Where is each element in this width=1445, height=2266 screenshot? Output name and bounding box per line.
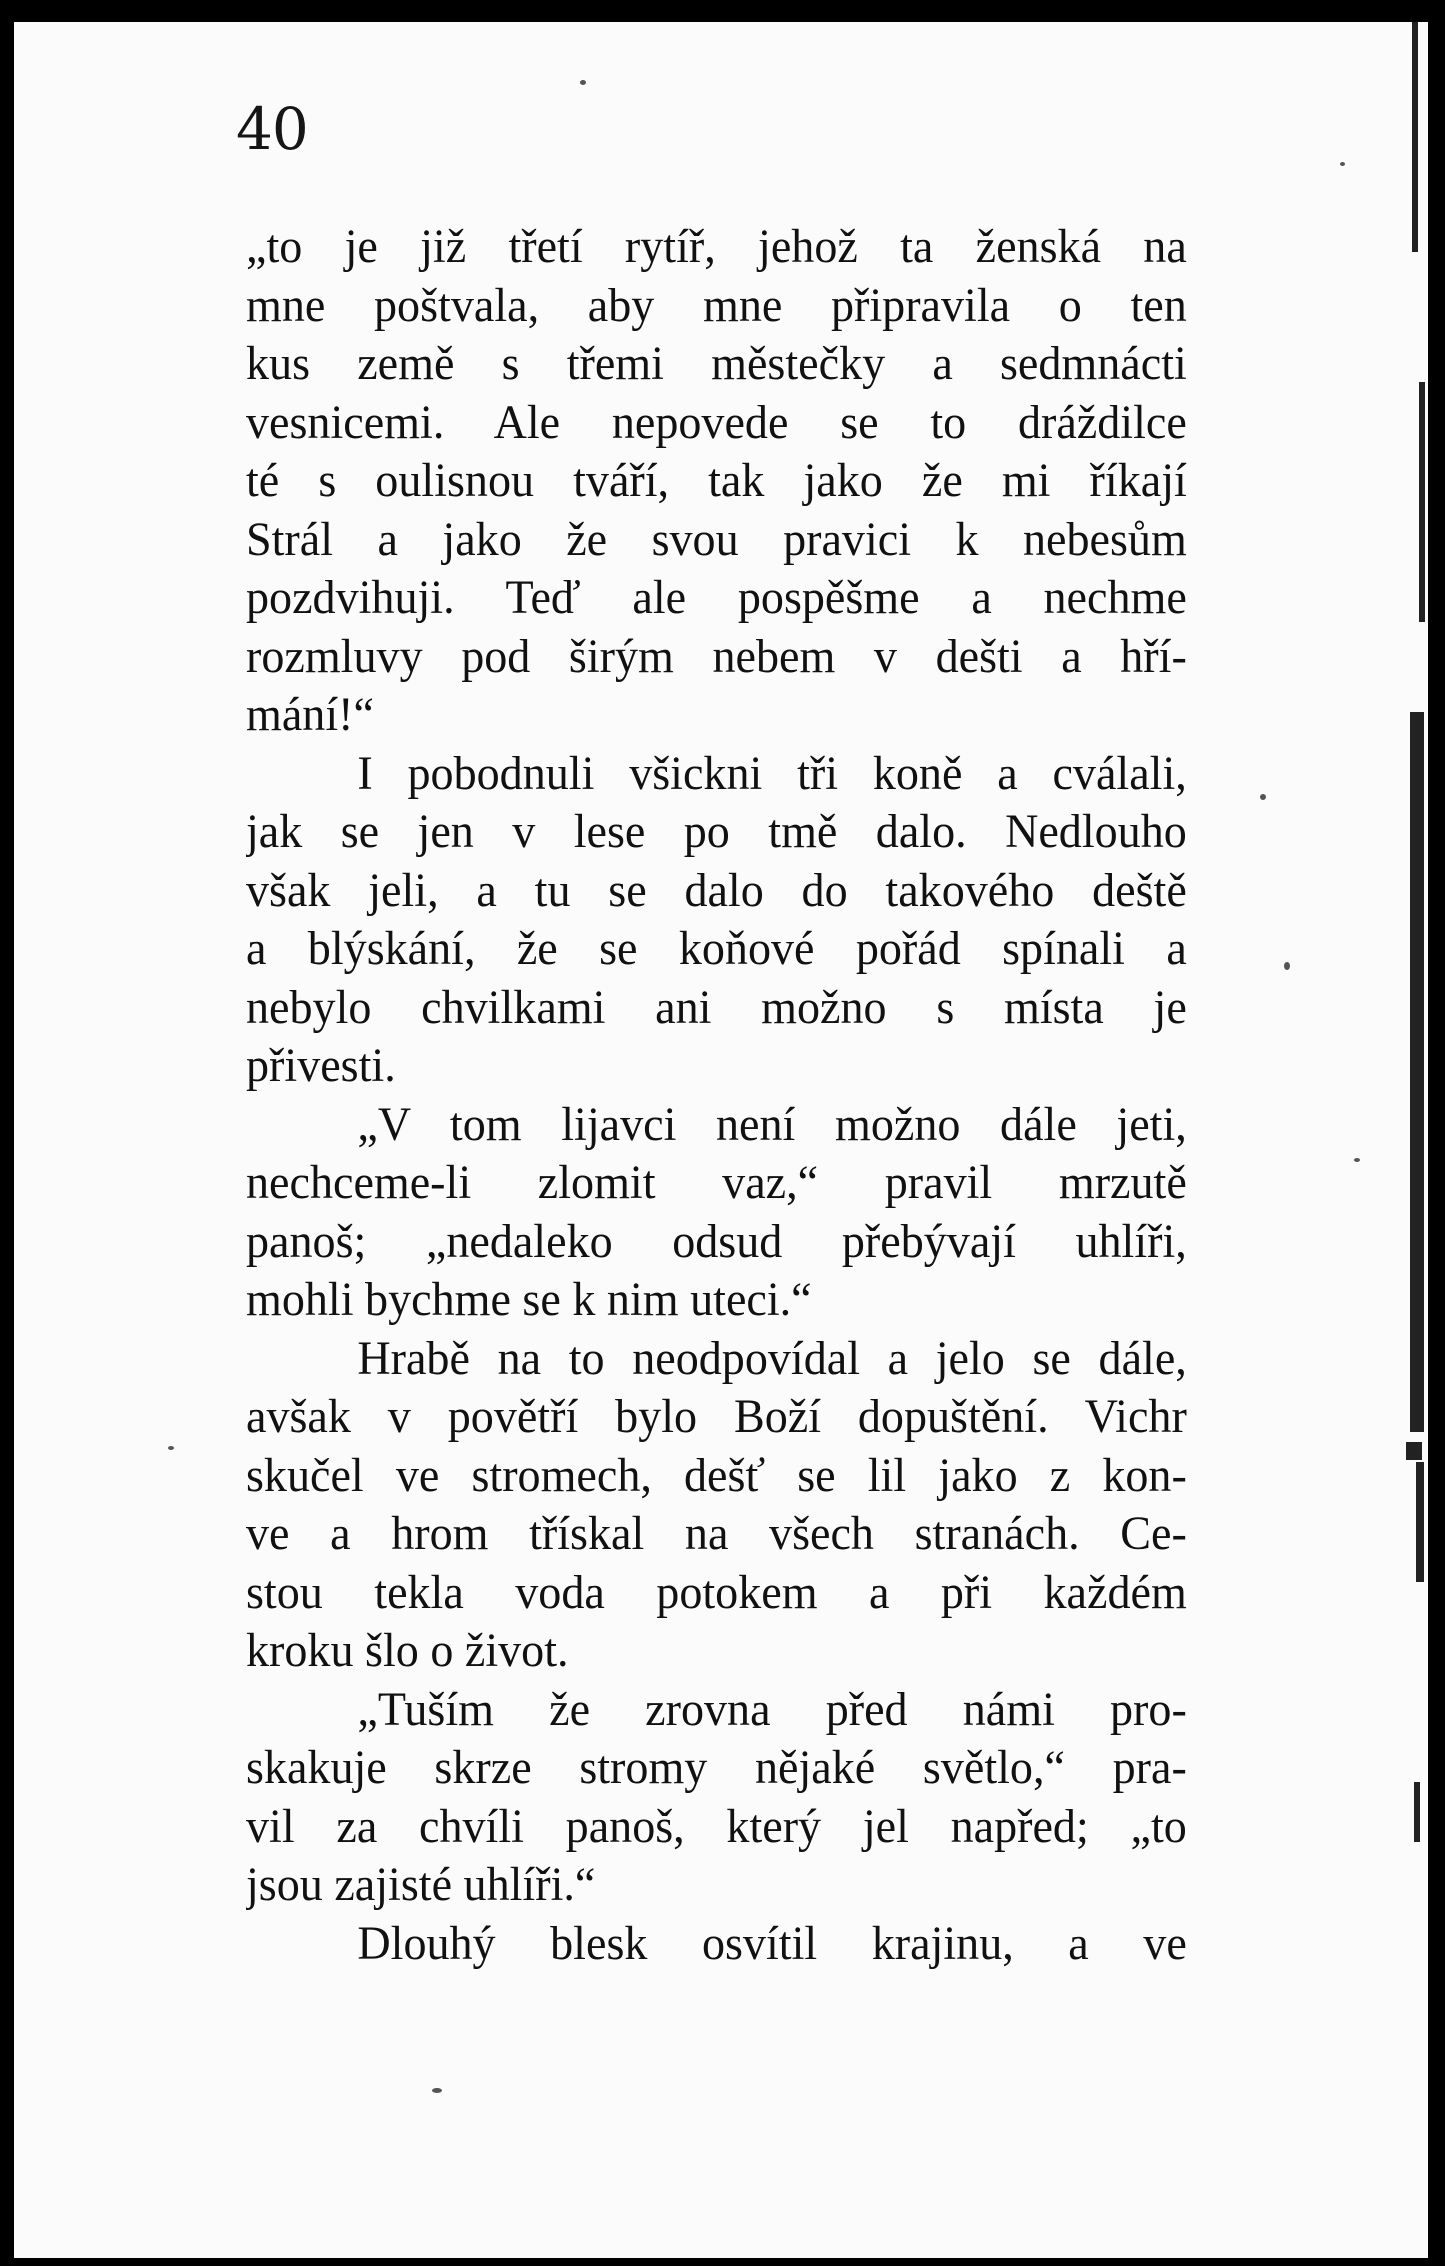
text-line: mne poštvala, aby mne připravila o ten	[246, 278, 1187, 332]
scan-edge-mark	[1410, 712, 1424, 1432]
text-line: „to je již třetí rytíř, jehož ta ženská na	[246, 220, 1187, 273]
text-line: jak se jen v lese po tmě dalo. Nedlouho	[246, 805, 1187, 858]
scan-edge-mark	[1412, 22, 1418, 252]
text-line: kus země s třemi městečky a sedmnácti	[246, 337, 1187, 390]
text-line: nebylo chvilkami ani možno s místa je	[246, 980, 1187, 1034]
body-text	[246, 218, 1187, 1973]
scan-speck	[1354, 1158, 1360, 1162]
text-line: mohli bychme se k nim uteci.“	[246, 1273, 812, 1326]
text-line: vesnicemi. Ale nepovede se to dráždilce	[246, 395, 1187, 449]
text-line: kroku šlo o život.	[246, 1624, 569, 1677]
text-line: rozmluvy pod širým nebem v dešti a hří-	[246, 629, 1187, 683]
scan-speck	[1260, 794, 1266, 800]
text-line: „Tuším že zrovna před námi pro-	[357, 1682, 1187, 1736]
scan-speck	[168, 1446, 174, 1450]
text-line: I pobodnuli všickni tři koně a cválali,	[357, 746, 1187, 800]
scan-edge-mark	[1419, 382, 1425, 622]
text-line: „V tom lijavci není možno dále jeti,	[357, 1097, 1187, 1151]
text-line: Strál a jako že svou pravici k nebesům	[246, 512, 1187, 566]
text-line: panoš; „nedaleko odsud přebývají uhlíři,	[246, 1214, 1187, 1268]
text-line: přivesti.	[246, 1039, 396, 1092]
text-line: Dlouhý blesk osvítil krajinu, a ve	[357, 1916, 1187, 1970]
scan-speck	[1340, 162, 1345, 166]
scan-speck	[580, 80, 586, 85]
text-line: stou tekla voda potokem a při každém	[246, 1565, 1187, 1619]
scan-edge-mark	[1414, 1782, 1420, 1842]
text-line: vil za chvíli panoš, který jel napřed; „to	[246, 1799, 1187, 1853]
text-line: nechceme-li zlomit vaz,“ pravil mrzutě	[246, 1156, 1187, 1209]
text-line: skakuje skrze stromy nějaké světlo,“ pra-	[246, 1741, 1187, 1794]
text-line: avšak v povětří bylo Boží dopuštění. Vichr	[246, 1390, 1187, 1443]
text-line: mání!“	[246, 688, 374, 741]
text-line: pozdvihuji. Teď ale pospěšme a nechme	[246, 571, 1187, 624]
scan-speck	[432, 2088, 442, 2093]
scan-edge-mark	[1406, 1442, 1422, 1460]
text-line: ve a hrom třískal na všech stranách. Ce-	[246, 1507, 1187, 1560]
text-line: Hrabě na to neodpovídal a jelo se dále,	[357, 1331, 1187, 1385]
scan-edge-mark	[1416, 1462, 1424, 1582]
text-line: skučel ve stromech, dešť se lil jako z kon-	[246, 1448, 1187, 1502]
text-line: a blýskání, že se koňové pořád spínali a	[246, 922, 1187, 975]
page-number: 40	[236, 95, 308, 163]
book-page	[14, 22, 1428, 2258]
text-line: té s oulisnou tváří, tak jako že mi říkají	[246, 454, 1187, 507]
text-line: jsou zajisté uhlíři.“	[246, 1858, 596, 1911]
scan-speck	[1284, 962, 1290, 970]
text-line: však jeli, a tu se dalo do takového deště	[246, 863, 1187, 917]
